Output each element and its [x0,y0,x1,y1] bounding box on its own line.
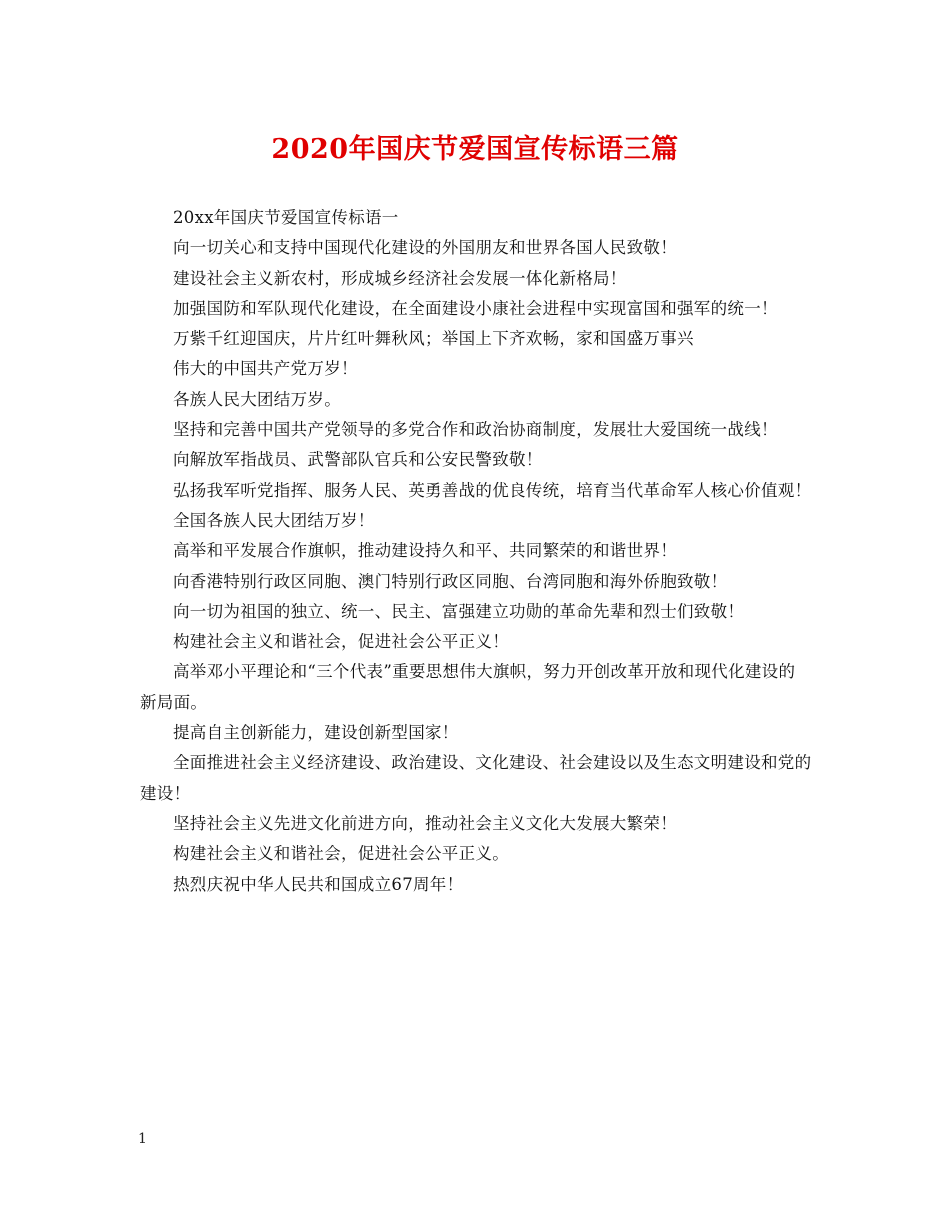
paragraph: 向解放军指战员、武警部队官兵和公安民警致敬！ [173,450,543,470]
paragraph: 高举和平发展合作旗帜，推动建设持久和平、共同繁荣的和谐世界！ [173,541,677,561]
paragraph: 向一切关心和支持中国现代化建设的外国朋友和世界各国人民致敬！ [173,238,677,258]
paragraph: 提高自主创新能力，建设创新型国家！ [173,723,459,743]
paragraph: 向香港特别行政区同胞、澳门特别行政区同胞、台湾同胞和海外侨胞致敬！ [173,571,728,591]
paragraph: 构建社会主义和谐社会，促进社会公平正义。 [173,844,509,864]
paragraph: 建设社会主义新农村，形成城乡经济社会发展一体化新格局！ [173,268,627,288]
paragraph: 20xx年国庆节爱国宣传标语一 [173,208,399,227]
paragraph: 坚持和完善中国共产党领导的多党合作和政治协商制度，发展壮大爱国统一战线！ [173,420,778,440]
page-number: 1 [138,1131,147,1147]
document-title: 2020年国庆节爱国宣传标语三篇 [271,134,679,165]
paragraph: 向一切为祖国的独立、统一、民主、富强建立功勋的革命先辈和烈士们致敬！ [173,601,745,621]
paragraph: 构建社会主义和谐社会，促进社会公平正义！ [173,632,509,652]
paragraph: 万紫千红迎国庆，片片红叶舞秋风；举国上下齐欢畅，家和国盛万事兴 [173,329,694,349]
paragraph: 全面推进社会主义经济建设、政治建设、文化建设、社会建设以及生态文明建设和党的建设！ [140,753,812,803]
paragraph: 全国各族人民大团结万岁！ [173,510,375,530]
paragraph: 各族人民大团结万岁。 [173,389,341,409]
paragraph: 坚持社会主义先进文化前进方向，推动社会主义文化大发展大繁荣！ [173,813,677,833]
document-body [140,203,812,900]
paragraph: 加强国防和军队现代化建设，在全面建设小康社会进程中实现富国和强军的统一！ [173,298,778,318]
paragraph: 高举邓小平理论和“三个代表”重要思想伟大旗帜，努力开创改革开放和现代化建设的新局面。 [140,662,796,712]
paragraph: 伟大的中国共产党万岁！ [173,359,358,379]
paragraph: 热烈庆祝中华人民共和国成立67周年！ [173,874,464,894]
paragraph: 弘扬我军听党指挥、服务人民、英勇善战的优良传统，培育当代革命军人核心价值观！ [173,480,812,500]
